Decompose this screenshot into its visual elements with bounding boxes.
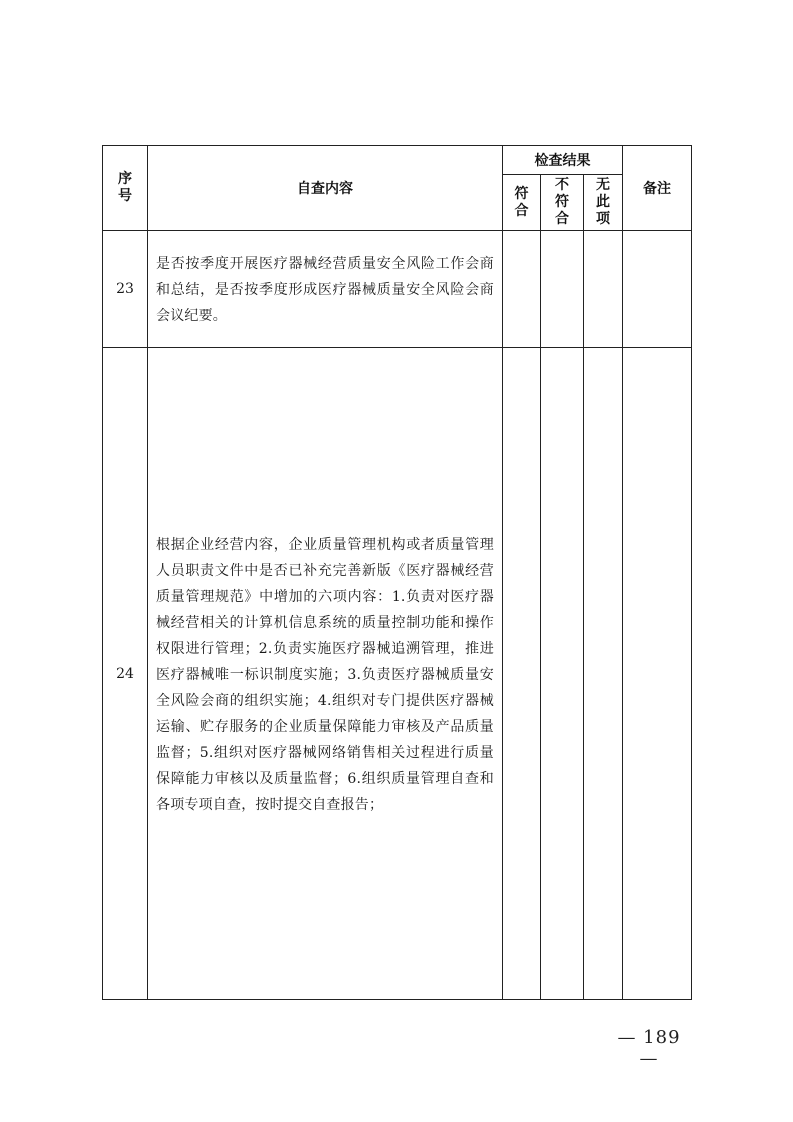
row-nonconform-cell[interactable] <box>541 348 584 1000</box>
header-conform <box>503 175 541 231</box>
header-na <box>584 175 623 231</box>
header-result-group: 检查结果 <box>503 146 623 175</box>
header-seq-label: 序号 <box>118 171 132 204</box>
row-content-text: 是否按季度开展医疗器械经营质量安全风险工作会商和总结，是否按季度形成医疗器械质量安全风险会商会议纪要。 <box>156 256 494 324</box>
row-nonconform-cell[interactable] <box>541 231 584 348</box>
row-seq: 24 <box>103 348 148 1000</box>
header-row-top <box>103 146 692 175</box>
header-remark: 备注 <box>623 146 692 231</box>
row-remark-cell[interactable] <box>623 348 692 1000</box>
header-nonconform <box>541 175 584 231</box>
header-na-label: 无此项 <box>596 177 610 227</box>
header-nonconform-label: 不符合 <box>555 177 569 227</box>
row-seq: 23 <box>103 231 148 348</box>
table-row <box>103 348 692 1000</box>
row-na-cell[interactable] <box>584 348 623 1000</box>
row-na-cell[interactable] <box>584 231 623 348</box>
row-conform-cell[interactable] <box>503 231 541 348</box>
row-remark-cell[interactable] <box>623 231 692 348</box>
page-number: — 189 — <box>617 1027 681 1069</box>
row-conform-cell[interactable] <box>503 348 541 1000</box>
row-content <box>148 348 503 1000</box>
header-content: 自查内容 <box>148 146 503 231</box>
row-content-text: 根据企业经营内容，企业质量管理机构或者质量管理人员职责文件中是否已补充完善新版《医疗器械经营质量管理规范》中增加的六项内容：1.负责对医疗器械经营相关的计算机信息系统的质量控制功能和操作权限进行管理；2.负责实施医疗器械追溯管理，推进医疗器械唯一标识制度实施；3.负责医疗器械质量安全风险会商的组织实施；4.组织对专门提供医疗器械运输、贮存服务的企业质量保障能力审核及产品质量监督；5.组织对医疗器械网络销售相关过程进行质量保障能力审核以及质量监督；6.组织质量管理自查和各项专项自查，按时提交自查报告； <box>156 536 494 813</box>
row-content <box>148 231 503 348</box>
self-inspection-table <box>102 145 692 1000</box>
header-conform-label: 符合 <box>514 185 529 219</box>
header-seq <box>103 146 148 231</box>
table-row <box>103 231 692 348</box>
